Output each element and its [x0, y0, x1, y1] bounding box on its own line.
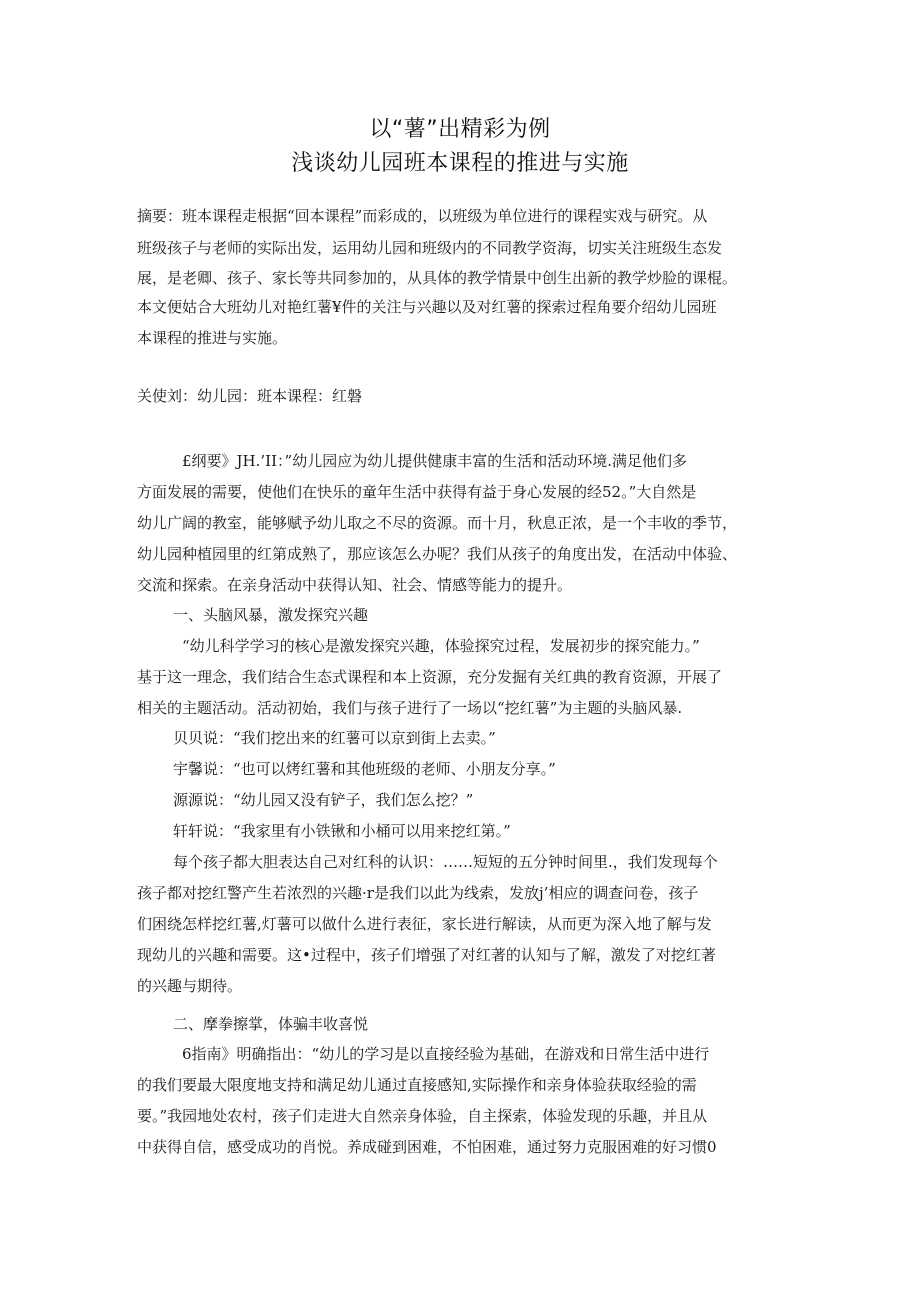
summary-line: 的兴趣与期待。 — [137, 977, 243, 995]
abstract-line: 本文便姑合大班幼儿对艳红薯¥件的关注与兴趣以及对红薯的探索过程角要介绍幼儿园班 — [137, 298, 717, 316]
summary-line: 每个孩子都大胆表达自己对红科的认识：……短短的五分钟时间里.，我们发现每个 — [173, 853, 718, 871]
dialogue-line: 轩轩说：“我家里有小铁锹和小桶可以用来挖红第。” — [173, 822, 511, 840]
section-2-line: 中获得自信，感受成功的肖悦。养成碰到困难，不怕困难，通过努力克服困难的好习惯0 — [137, 1138, 717, 1156]
section-2-line: 要。”我园地处农村，孩子们走进大自然亲身体验，自主探索，体验发现的乐趣，并且从 — [137, 1107, 708, 1125]
abstract-line: 班级孩子与老师的实际出发，运用幼儿园和班级内的不同教学资海，切实关注班级生态发 — [137, 239, 723, 257]
title-line-2: 浅谈幼儿园班本课程的推进与实施 — [291, 151, 629, 176]
intro-line: £纲要》JH.’II：”幼儿园应为幼儿提供健康丰富的生活和活动环境.满足他们多 — [182, 452, 687, 470]
abstract-line: 展，是老卿、孩子、家长等共同参加的，从具体的教学情景中创生出新的教学炒脸的课棍。 — [137, 269, 738, 287]
section-2-line: 6指南》明确指出：“幼儿的学习是以直接经验为基础，在游戏和日常生活中进行 — [182, 1045, 710, 1063]
section-2-heading: 二、摩拳擦掌，体骗丰收喜悦 — [173, 1015, 369, 1033]
summary-line: 孩子都对挖红警产生若浓烈的兴趣·r是我们以此为线索，发放j’相应的调查问卷，孩子 — [137, 884, 699, 902]
intro-line: 交流和探索。在亲身活动中获得认知、社会、情感等能力的提升。 — [137, 576, 573, 594]
section-1-quote-line: “幼儿科学学习的核心是激发探究兴趣，体验探究过程，发展初步的探究能力。” — [182, 637, 700, 655]
dialogue-line: 源源说：“幼儿园又没有铲子，我们怎么挖？” — [173, 791, 474, 809]
keywords: 关使刘：幼儿园：班本课程：红磐 — [137, 387, 363, 405]
intro-line: 幼儿园种植园里的红第成熟了，那应该怎么办呢？我们从孩子的角度出发，在活动中体验、 — [137, 545, 738, 563]
section-2-line: 的我们要最大限度地支持和满足幼儿通过直接感知,实际操作和亲身体验获取经验的需 — [137, 1076, 697, 1094]
summary-line: 们困绕怎样挖红薯,灯薯可以做什么进行表征，家长进行解读，从而更为深入地了解与发 — [137, 915, 712, 933]
intro-line: 方面发展的需要，使他们在快乐的童年生活中获得有益于身心发展的经52。”大自然是 — [137, 483, 697, 501]
dialogue-line: 贝贝说：“我们挖出来的红薯可以京到街上去卖。” — [173, 729, 496, 747]
section-1-quote-line: 相关的主题活动。活动初始，我们与孩子进行了一场以“挖红薯”为主题的头脑风暴. — [137, 699, 683, 717]
dialogue-line: 宇馨说：“也可以烤红薯和其他班级的老师、小朋友分享。” — [173, 760, 556, 778]
section-1-quote-line: 基于这一理念，我们结合生态式课程和本上资源，充分发掘有关红典的教育资源，开展了 — [137, 668, 723, 686]
title-line-1: 以“薯”出精彩为例 — [369, 117, 551, 142]
summary-line: 现幼儿的兴趣和需要。这•过程中，孩子们增强了对红著的认知与了解，激发了对挖红著 — [137, 946, 716, 964]
abstract-line: 摘要：班本课程走根据“回本课程”而彩成的，以班级为单位进行的课程实戏与研究。从 — [137, 207, 708, 225]
abstract-line: 本课程的推进与实施。 — [137, 329, 288, 347]
intro-line: 幼儿广阔的教室，能够赋予幼儿取之不尽的资源。而十月，秋息正浓，是一个丰收的季节， — [137, 514, 738, 532]
section-1-heading: 一、头脑风暴，激发探究兴趣 — [173, 606, 369, 624]
